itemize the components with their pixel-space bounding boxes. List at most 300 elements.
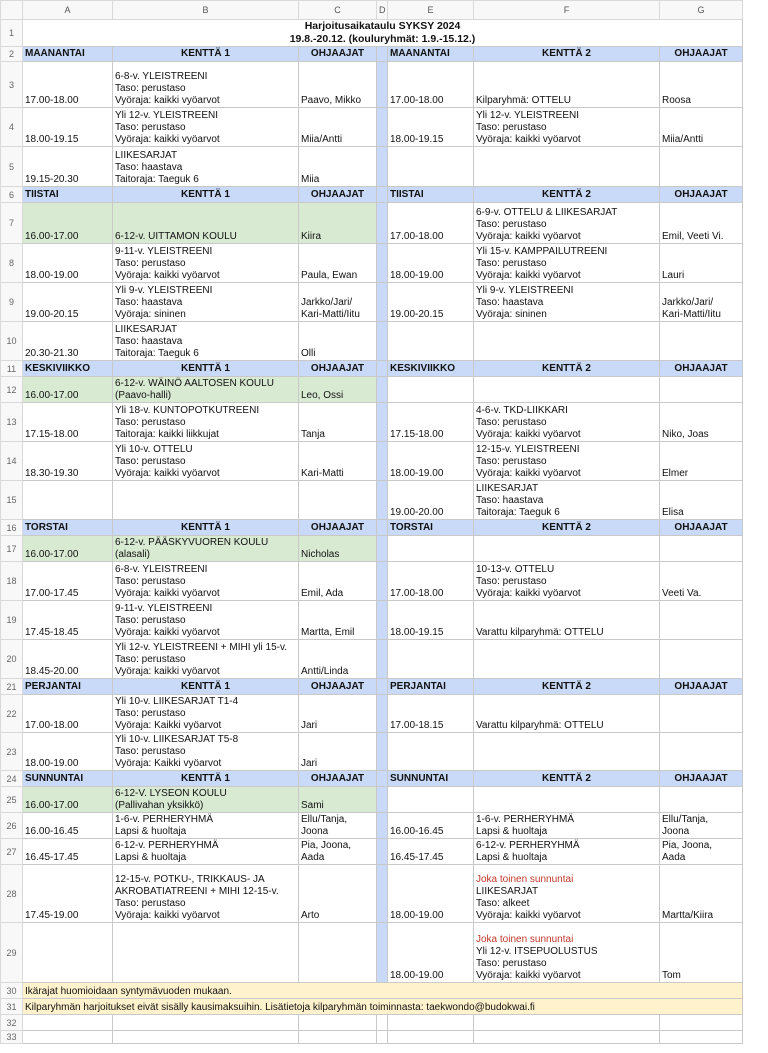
- cell-line: Lapsi & huoltaja: [115, 852, 187, 863]
- coach-cell[interactable]: Kiira: [299, 203, 377, 244]
- field2-header[interactable]: KENTTÄ 2: [474, 679, 660, 695]
- cell-line: Lapsi & huoltaja: [476, 826, 548, 837]
- coaches-header[interactable]: OHJAAJAT: [660, 361, 743, 377]
- separator-cell[interactable]: [377, 377, 388, 403]
- separator-cell[interactable]: [377, 1031, 388, 1044]
- coach-cell[interactable]: Lauri: [660, 244, 743, 283]
- coach-cell[interactable]: [660, 601, 743, 640]
- session-cell[interactable]: [113, 108, 299, 147]
- day-label[interactable]: PERJANTAI: [388, 679, 474, 695]
- sheet-row: [1, 108, 743, 147]
- row-number[interactable]: 20: [1, 640, 23, 679]
- coaches-header[interactable]: OHJAAJAT: [299, 771, 377, 787]
- session-cell[interactable]: [474, 203, 660, 244]
- cell-line: LIIKESARJAT: [115, 324, 178, 335]
- cell-line: LIIKESARJAT: [115, 150, 178, 161]
- row-number[interactable]: 18: [1, 562, 23, 601]
- field1-header[interactable]: KENTTÄ 1: [113, 520, 299, 536]
- time-cell[interactable]: 18.00-19.00: [23, 244, 113, 283]
- cell-line: Pia, Joona,: [662, 840, 713, 851]
- coach-cell[interactable]: [660, 322, 743, 361]
- row-number[interactable]: 23: [1, 733, 23, 771]
- field2-header[interactable]: KENTTÄ 2: [474, 187, 660, 203]
- separator-cell[interactable]: [377, 562, 388, 601]
- coach-cell[interactable]: [299, 923, 377, 983]
- session-cell[interactable]: [474, 640, 660, 679]
- coaches-header[interactable]: OHJAAJAT: [299, 679, 377, 695]
- time-cell[interactable]: [388, 1031, 474, 1044]
- separator-cell[interactable]: [377, 442, 388, 481]
- cell-line: Yli 15-v. KAMPPAILUTREENI: [476, 246, 608, 257]
- session-cell[interactable]: [113, 813, 299, 839]
- sheet-row: [1, 601, 743, 640]
- session-cell[interactable]: [113, 403, 299, 442]
- separator-cell[interactable]: [377, 813, 388, 839]
- row-number[interactable]: 2: [1, 47, 23, 62]
- coaches-header[interactable]: OHJAAJAT: [660, 47, 743, 62]
- time-cell[interactable]: 17.00-18.00: [23, 62, 113, 108]
- time-cell[interactable]: 19.00-20.15: [388, 283, 474, 322]
- day-label[interactable]: KESKIVIIKKO: [23, 361, 113, 377]
- coach-cell[interactable]: Miia: [299, 147, 377, 187]
- cell-line: Vyöraja: kaikki vyöarvot: [476, 468, 581, 479]
- session-cell[interactable]: [474, 377, 660, 403]
- session-cell[interactable]: [113, 865, 299, 923]
- session-cell[interactable]: [474, 865, 660, 923]
- separator-cell[interactable]: [377, 283, 388, 322]
- time-cell[interactable]: 17.00-18.00: [388, 203, 474, 244]
- row-number[interactable]: 5: [1, 147, 23, 187]
- day-label[interactable]: KESKIVIIKKO: [388, 361, 474, 377]
- separator-cell[interactable]: [377, 203, 388, 244]
- field1-header[interactable]: KENTTÄ 1: [113, 361, 299, 377]
- time-cell[interactable]: [23, 1031, 113, 1044]
- session-cell[interactable]: [474, 108, 660, 147]
- footnote[interactable]: Ikärajat huomioidaan syntymävuoden mukaan.: [23, 983, 743, 999]
- cell-line: Yli 10-v. LIIKESARJAT T5-8: [115, 734, 239, 745]
- cell-line: Vyöraja: kaikki vyöarvot: [476, 970, 581, 981]
- row-number[interactable]: 14: [1, 442, 23, 481]
- cell-line: Vyöraja: sininen: [115, 309, 186, 320]
- session-cell[interactable]: [113, 203, 299, 244]
- day-label[interactable]: MAANANTAI: [388, 47, 474, 62]
- session-cell[interactable]: [113, 244, 299, 283]
- time-cell[interactable]: 17.15-18.00: [388, 403, 474, 442]
- separator-cell[interactable]: [377, 839, 388, 865]
- column-header-f[interactable]: F: [474, 1, 660, 20]
- separator-cell[interactable]: [377, 865, 388, 923]
- coach-cell[interactable]: [660, 377, 743, 403]
- sheet-row: [1, 640, 743, 679]
- day-label[interactable]: SUNNUNTAI: [23, 771, 113, 787]
- separator-cell[interactable]: [377, 679, 388, 695]
- coach-cell[interactable]: Elisa: [660, 481, 743, 520]
- coach-cell[interactable]: Kari-Matti: [299, 442, 377, 481]
- time-cell[interactable]: [388, 377, 474, 403]
- session-cell[interactable]: [474, 536, 660, 562]
- cell-line: Taso: perustaso: [476, 258, 547, 269]
- coach-cell[interactable]: Tom: [660, 923, 743, 983]
- session-cell[interactable]: [474, 601, 660, 640]
- separator-cell[interactable]: [377, 640, 388, 679]
- session-cell[interactable]: [113, 733, 299, 771]
- time-cell[interactable]: 16.00-16.45: [23, 813, 113, 839]
- sheet-row: [1, 679, 743, 695]
- row-number[interactable]: 19: [1, 601, 23, 640]
- cell-line: Taitoraja: Taeguk 6: [115, 348, 199, 359]
- session-cell[interactable]: [474, 562, 660, 601]
- session-cell[interactable]: [113, 283, 299, 322]
- session-cell[interactable]: [113, 640, 299, 679]
- session-cell[interactable]: [113, 562, 299, 601]
- time-cell[interactable]: 18.00-19.15: [388, 108, 474, 147]
- coach-cell[interactable]: Paavo, Mikko: [299, 62, 377, 108]
- sheet-title[interactable]: [23, 20, 743, 47]
- separator-cell[interactable]: [377, 520, 388, 536]
- separator-cell[interactable]: [377, 733, 388, 771]
- cell-line: Pia, Joona,: [301, 840, 352, 851]
- row-number[interactable]: 17: [1, 536, 23, 562]
- coach-cell[interactable]: Sami: [299, 787, 377, 813]
- corner-cell[interactable]: [1, 1, 23, 20]
- day-label[interactable]: TORSTAI: [23, 520, 113, 536]
- time-cell[interactable]: 16.45-17.45: [388, 839, 474, 865]
- separator-cell[interactable]: [377, 695, 388, 733]
- cell-line: Taso: perustaso: [115, 708, 186, 719]
- field1-header[interactable]: KENTTÄ 1: [113, 679, 299, 695]
- sheet-row: [1, 1015, 743, 1031]
- time-cell[interactable]: 18.30-19.30: [23, 442, 113, 481]
- coach-cell[interactable]: [660, 1031, 743, 1044]
- time-cell[interactable]: 17.45-19.00: [23, 865, 113, 923]
- time-cell[interactable]: [23, 1015, 113, 1031]
- separator-cell[interactable]: [377, 923, 388, 983]
- session-cell[interactable]: [474, 839, 660, 865]
- coach-cell[interactable]: Antti/Linda: [299, 640, 377, 679]
- row-number[interactable]: 24: [1, 771, 23, 787]
- sheet-row: [1, 520, 743, 536]
- row-number[interactable]: 30: [1, 983, 23, 999]
- session-cell[interactable]: [113, 1031, 299, 1044]
- time-cell[interactable]: 16.00-17.00: [23, 203, 113, 244]
- coach-cell[interactable]: [660, 283, 743, 322]
- session-cell[interactable]: [474, 442, 660, 481]
- time-cell[interactable]: 19.00-20.00: [388, 481, 474, 520]
- row-number[interactable]: 31: [1, 999, 23, 1015]
- cell-line: Taso: perustaso: [115, 654, 186, 665]
- time-cell[interactable]: [388, 322, 474, 361]
- separator-cell[interactable]: [377, 62, 388, 108]
- separator-cell[interactable]: [377, 403, 388, 442]
- coach-cell[interactable]: Arto: [299, 865, 377, 923]
- field2-header[interactable]: KENTTÄ 2: [474, 771, 660, 787]
- time-cell[interactable]: [388, 147, 474, 187]
- field1-header[interactable]: KENTTÄ 1: [113, 47, 299, 62]
- session-cell[interactable]: [474, 62, 660, 108]
- coach-cell[interactable]: Jari: [299, 695, 377, 733]
- coaches-header[interactable]: OHJAAJAT: [299, 187, 377, 203]
- coach-cell[interactable]: [299, 481, 377, 520]
- coach-cell[interactable]: Miia/Antti: [299, 108, 377, 147]
- row-number[interactable]: 11: [1, 361, 23, 377]
- time-cell[interactable]: 18.00-19.15: [23, 108, 113, 147]
- coaches-header[interactable]: OHJAAJAT: [660, 771, 743, 787]
- cell-line: Joona: [301, 826, 329, 837]
- coach-cell[interactable]: Jari: [299, 733, 377, 771]
- session-cell[interactable]: [113, 147, 299, 187]
- time-cell[interactable]: 18.00-19.00: [388, 923, 474, 983]
- time-cell[interactable]: [388, 787, 474, 813]
- session-cell[interactable]: [113, 322, 299, 361]
- cell-line: Taso: haastava: [115, 297, 183, 308]
- session-cell[interactable]: [474, 923, 660, 983]
- session-cell[interactable]: [113, 62, 299, 108]
- coach-cell[interactable]: Martta, Emil: [299, 601, 377, 640]
- row-number[interactable]: 16: [1, 520, 23, 536]
- time-cell[interactable]: 17.15-18.00: [23, 403, 113, 442]
- session-cell[interactable]: [113, 377, 299, 403]
- day-label[interactable]: SUNNUNTAI: [388, 771, 474, 787]
- sheet-row: [1, 771, 743, 787]
- session-cell[interactable]: [474, 322, 660, 361]
- separator-cell[interactable]: [377, 147, 388, 187]
- coach-cell[interactable]: [299, 1015, 377, 1031]
- coach-cell[interactable]: [660, 147, 743, 187]
- coach-cell[interactable]: [660, 536, 743, 562]
- row-number[interactable]: 13: [1, 403, 23, 442]
- row-number[interactable]: 25: [1, 787, 23, 813]
- time-cell[interactable]: [388, 536, 474, 562]
- cell-line: (Paavo-halli): [115, 390, 172, 401]
- time-cell[interactable]: 18.00-19.00: [388, 244, 474, 283]
- coach-cell[interactable]: Veeti Va.: [660, 562, 743, 601]
- cell-line: Aada: [662, 852, 686, 863]
- coach-cell[interactable]: [660, 839, 743, 865]
- row-number[interactable]: 28: [1, 865, 23, 923]
- session-cell[interactable]: [474, 481, 660, 520]
- coaches-header[interactable]: OHJAAJAT: [660, 679, 743, 695]
- field2-header[interactable]: KENTTÄ 2: [474, 47, 660, 62]
- coach-cell[interactable]: Olli: [299, 322, 377, 361]
- row-number[interactable]: 15: [1, 481, 23, 520]
- cell-line: Taitoraja: kaikki liikkujat: [115, 429, 219, 440]
- row-number[interactable]: 32: [1, 1015, 23, 1031]
- day-label[interactable]: TORSTAI: [388, 520, 474, 536]
- session-cell[interactable]: [474, 733, 660, 771]
- separator-cell[interactable]: [377, 771, 388, 787]
- cell-line: Ellu/Tanja,: [301, 814, 348, 825]
- time-cell[interactable]: 18.00-19.00: [388, 442, 474, 481]
- session-cell[interactable]: [474, 1031, 660, 1044]
- session-cell[interactable]: [113, 601, 299, 640]
- row-number[interactable]: 9: [1, 283, 23, 322]
- session-cell[interactable]: [113, 923, 299, 983]
- sheet-row: [1, 787, 743, 813]
- coach-cell[interactable]: Emil, Ada: [299, 562, 377, 601]
- session-cell[interactable]: [474, 244, 660, 283]
- cell-line: (Pallivahan yksikkö): [115, 800, 204, 811]
- row-number[interactable]: 26: [1, 813, 23, 839]
- coach-cell[interactable]: Nicholas: [299, 536, 377, 562]
- field1-header[interactable]: KENTTÄ 1: [113, 187, 299, 203]
- cell-line: Yli 12-v. YLEISTREENI: [115, 110, 218, 121]
- cell-line: Taso: perustaso: [115, 746, 186, 757]
- coach-cell[interactable]: Leo, Ossi: [299, 377, 377, 403]
- separator-cell[interactable]: [377, 536, 388, 562]
- coaches-header[interactable]: OHJAAJAT: [660, 520, 743, 536]
- row-number[interactable]: 1: [1, 20, 23, 47]
- coach-cell[interactable]: Martta/Kiira: [660, 865, 743, 923]
- cell-line: Taitoraja: Taeguk 6: [115, 174, 199, 185]
- session-cell[interactable]: [113, 1015, 299, 1031]
- time-cell[interactable]: 19.00-20.15: [23, 283, 113, 322]
- time-cell[interactable]: 18.45-20.00: [23, 640, 113, 679]
- session-cell[interactable]: [113, 481, 299, 520]
- sheet-row: [1, 20, 743, 47]
- row-number[interactable]: 7: [1, 203, 23, 244]
- row-number[interactable]: 33: [1, 1031, 23, 1044]
- time-cell[interactable]: 16.00-17.00: [23, 536, 113, 562]
- sheet-row: [1, 187, 743, 203]
- column-header-a[interactable]: A: [23, 1, 113, 20]
- row-number[interactable]: 21: [1, 679, 23, 695]
- coach-cell[interactable]: [660, 787, 743, 813]
- coaches-header[interactable]: OHJAAJAT: [660, 187, 743, 203]
- time-cell[interactable]: 17.00-18.00: [388, 62, 474, 108]
- column-header-d[interactable]: D: [377, 1, 388, 20]
- separator-cell[interactable]: [377, 601, 388, 640]
- column-header-c[interactable]: C: [299, 1, 377, 20]
- coach-cell[interactable]: [660, 695, 743, 733]
- coach-cell[interactable]: [660, 1015, 743, 1031]
- row-number[interactable]: 6: [1, 187, 23, 203]
- session-cell[interactable]: [474, 283, 660, 322]
- coach-cell[interactable]: [660, 640, 743, 679]
- session-cell[interactable]: [474, 813, 660, 839]
- coach-cell[interactable]: Emil, Veeti Vi.: [660, 203, 743, 244]
- separator-cell[interactable]: [377, 108, 388, 147]
- separator-cell[interactable]: [377, 244, 388, 283]
- time-cell[interactable]: [388, 640, 474, 679]
- row-number[interactable]: 29: [1, 923, 23, 983]
- session-cell[interactable]: [474, 695, 660, 733]
- field2-header[interactable]: KENTTÄ 2: [474, 361, 660, 377]
- separator-cell[interactable]: [377, 187, 388, 203]
- session-cell[interactable]: [474, 403, 660, 442]
- time-cell[interactable]: 17.00-17.45: [23, 562, 113, 601]
- row-number[interactable]: 12: [1, 377, 23, 403]
- session-cell[interactable]: [474, 1015, 660, 1031]
- row-number[interactable]: 10: [1, 322, 23, 361]
- coach-cell[interactable]: Tanja: [299, 403, 377, 442]
- day-label[interactable]: TIISTAI: [23, 187, 113, 203]
- time-cell[interactable]: 18.00-19.00: [388, 865, 474, 923]
- time-cell[interactable]: 17.45-18.45: [23, 601, 113, 640]
- coach-cell[interactable]: [660, 733, 743, 771]
- time-cell[interactable]: [388, 1015, 474, 1031]
- coach-cell[interactable]: Niko, Joas: [660, 403, 743, 442]
- separator-cell[interactable]: [377, 787, 388, 813]
- cell-line: Yli 12-v. ITSEPUOLUSTUS: [476, 946, 598, 957]
- row-number[interactable]: 3: [1, 62, 23, 108]
- separator-cell[interactable]: [377, 361, 388, 377]
- coach-cell[interactable]: [299, 839, 377, 865]
- session-cell[interactable]: [113, 536, 299, 562]
- coaches-header[interactable]: OHJAAJAT: [299, 520, 377, 536]
- cell-line: Kari-Matti/Iitu: [662, 309, 721, 320]
- time-cell[interactable]: 18.00-19.00: [23, 733, 113, 771]
- row-number[interactable]: 4: [1, 108, 23, 147]
- session-cell[interactable]: [474, 147, 660, 187]
- coaches-header[interactable]: OHJAAJAT: [299, 47, 377, 62]
- time-cell[interactable]: 16.45-17.45: [23, 839, 113, 865]
- coach-cell[interactable]: [299, 1031, 377, 1044]
- coach-cell[interactable]: [299, 283, 377, 322]
- coach-cell[interactable]: [660, 813, 743, 839]
- time-cell[interactable]: 17.00-18.00: [388, 562, 474, 601]
- time-cell[interactable]: [388, 733, 474, 771]
- field2-header[interactable]: KENTTÄ 2: [474, 520, 660, 536]
- column-header-b[interactable]: B: [113, 1, 299, 20]
- time-cell[interactable]: 16.00-17.00: [23, 377, 113, 403]
- cell-line: Vyöraja: kaikki vyöarvot: [115, 627, 220, 638]
- time-cell[interactable]: 19.15-20.30: [23, 147, 113, 187]
- sheet-row: [1, 377, 743, 403]
- day-label[interactable]: MAANANTAI: [23, 47, 113, 62]
- time-cell[interactable]: 20.30-21.30: [23, 322, 113, 361]
- field1-header[interactable]: KENTTÄ 1: [113, 771, 299, 787]
- separator-cell[interactable]: [377, 1015, 388, 1031]
- row-number[interactable]: 8: [1, 244, 23, 283]
- cell-line: Vyöraja: kaikki vyöarvot: [476, 231, 581, 242]
- coach-cell[interactable]: [299, 813, 377, 839]
- cell-line: Taitoraja: Taeguk 6: [476, 507, 560, 518]
- day-label[interactable]: PERJANTAI: [23, 679, 113, 695]
- time-cell[interactable]: 18.00-19.15: [388, 601, 474, 640]
- coach-cell[interactable]: Paula, Ewan: [299, 244, 377, 283]
- coach-cell[interactable]: Elmer: [660, 442, 743, 481]
- separator-cell[interactable]: [377, 481, 388, 520]
- separator-cell[interactable]: [377, 322, 388, 361]
- time-cell[interactable]: [23, 481, 113, 520]
- cell-line: Taso: perustaso: [115, 258, 186, 269]
- cell-line: Vyöraja: sininen: [476, 309, 547, 320]
- time-cell[interactable]: 17.00-18.15: [388, 695, 474, 733]
- row-number[interactable]: 22: [1, 695, 23, 733]
- column-header-g[interactable]: G: [660, 1, 743, 20]
- coach-cell[interactable]: Miia/Antti: [660, 108, 743, 147]
- cell-line: Taso: alkeet: [476, 898, 530, 909]
- time-cell[interactable]: 16.00-16.45: [388, 813, 474, 839]
- session-cell[interactable]: [113, 839, 299, 865]
- time-cell[interactable]: 16.00-17.00: [23, 787, 113, 813]
- session-cell[interactable]: [113, 695, 299, 733]
- footnote[interactable]: Kilparyhmän harjoitukset eivät sisälly kausimaksuihin. Lisätietoja kilparyhmän toiminnasta: taekwondo@budokwai.fi: [23, 999, 743, 1015]
- coach-cell[interactable]: Roosa: [660, 62, 743, 108]
- session-cell[interactable]: [113, 442, 299, 481]
- column-header-e[interactable]: E: [388, 1, 474, 20]
- coaches-header[interactable]: OHJAAJAT: [299, 361, 377, 377]
- cell-line: 12-15-v. YLEISTREENI: [476, 444, 580, 455]
- separator-cell[interactable]: [377, 47, 388, 62]
- day-label[interactable]: TIISTAI: [388, 187, 474, 203]
- session-cell[interactable]: [474, 787, 660, 813]
- row-number[interactable]: 27: [1, 839, 23, 865]
- time-cell[interactable]: 17.00-18.00: [23, 695, 113, 733]
- session-cell[interactable]: [113, 787, 299, 813]
- cell-line: 4-6-v. TKD-LIIKKARI: [476, 405, 568, 416]
- time-cell[interactable]: [23, 923, 113, 983]
